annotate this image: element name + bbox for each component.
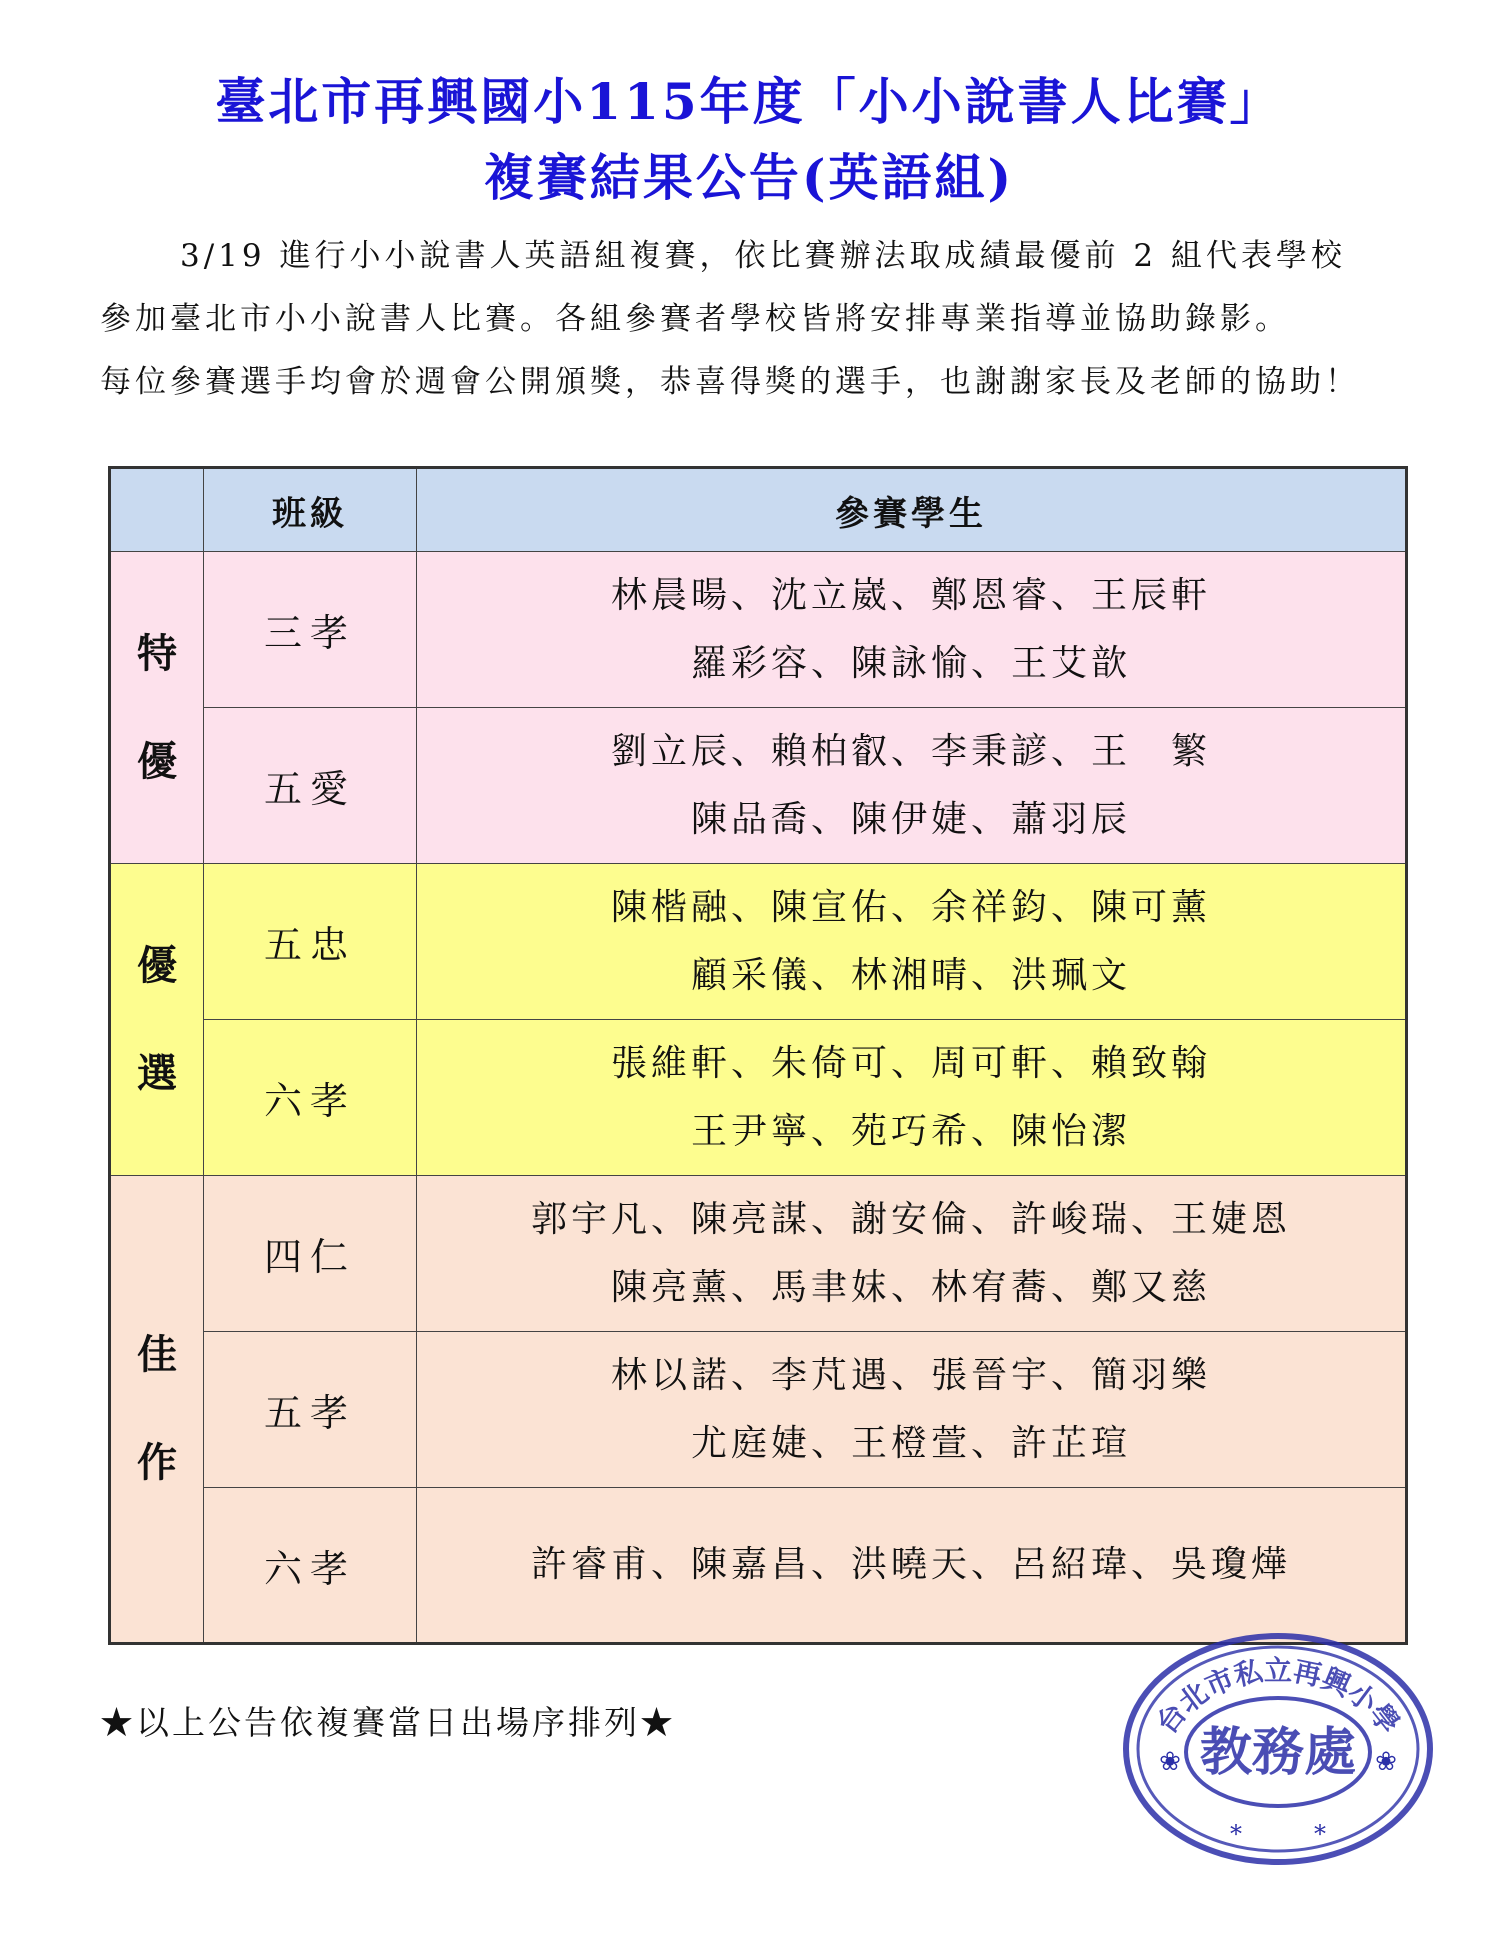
class-cell: 三孝 bbox=[204, 552, 417, 708]
intro-paragraph bbox=[100, 225, 1430, 414]
student-line: 羅彩容、陳詠愉、王艾歆 bbox=[690, 642, 1131, 684]
student-line: 張維軒、朱倚可、周可軒、賴致翰 bbox=[610, 1042, 1211, 1084]
student-line: 劉立辰、賴柏叡、李秉諺、王 繁 bbox=[610, 730, 1211, 772]
class-cell: 四仁 bbox=[204, 1176, 417, 1332]
table-row bbox=[110, 708, 1407, 864]
table-row bbox=[110, 1176, 1407, 1332]
students-cell bbox=[417, 708, 1407, 864]
class-cell: 五愛 bbox=[204, 708, 417, 864]
table-row bbox=[110, 1332, 1407, 1488]
award-char: 優 bbox=[137, 737, 177, 785]
footnote: ★以上公告依複賽當日出場序排列★ bbox=[100, 1703, 676, 1742]
title-line-1: 臺北市再興國小115年度「小小說書人比賽」 bbox=[215, 72, 1283, 131]
class-cell: 六孝 bbox=[204, 1020, 417, 1176]
school-seal-stamp bbox=[1118, 1628, 1438, 1870]
student-line: 許睿甫、陳嘉昌、洪曉天、呂紹瑋、吳瓊燁 bbox=[530, 1544, 1291, 1585]
header-award bbox=[110, 468, 204, 552]
table-header-row bbox=[110, 468, 1407, 552]
award-char: 佳 bbox=[137, 1331, 177, 1378]
student-line: 陳亮薰、馬聿妺、林宥蕎、鄭又慈 bbox=[610, 1266, 1211, 1308]
student-line: 陳楷融、陳宣佑、余祥鈞、陳可薰 bbox=[610, 886, 1211, 928]
intro-line-1: 3/19 進行小小說書人英語組複賽，依比賽辦法取成績最優前 2 組代表學校 bbox=[180, 238, 1346, 274]
table-row bbox=[110, 1020, 1407, 1176]
seal-center-text: 教務處 bbox=[1199, 1722, 1357, 1783]
class-cell: 六孝 bbox=[204, 1488, 417, 1644]
seal-asterisk-icon: * bbox=[1314, 1820, 1326, 1848]
seal-asterisk-icon: * bbox=[1230, 1820, 1242, 1848]
award-cell-group-3 bbox=[110, 1176, 204, 1644]
class-cell: 五忠 bbox=[204, 864, 417, 1020]
students-cell bbox=[417, 1020, 1407, 1176]
students-cell bbox=[417, 864, 1407, 1020]
header-students: 參賽學生 bbox=[417, 468, 1407, 552]
students-cell bbox=[417, 1488, 1407, 1644]
student-line: 王尹寧、苑巧希、陳怡潔 bbox=[690, 1110, 1131, 1152]
seal-ring-text: 台北市私立再興小學 bbox=[1149, 1654, 1407, 1740]
intro-line-3: 每位參賽選手均會於週會公開頒獎，恭喜得獎的選手，也謝謝家長及老師的協助！ bbox=[100, 364, 1360, 400]
intro-line-2: 參加臺北市小小說書人比賽。各組參賽者學校皆將安排專業指導並協助錄影。 bbox=[100, 301, 1290, 337]
student-line: 郭宇凡、陳亮謀、謝安倫、許峻瑞、王婕恩 bbox=[530, 1198, 1291, 1240]
table-row bbox=[110, 864, 1407, 1020]
results-table bbox=[108, 466, 1408, 1645]
table-row bbox=[110, 1488, 1407, 1644]
title-line-2: 複賽結果公告(英語組) bbox=[483, 148, 1015, 207]
student-line: 顧采儀、林湘晴、洪珮文 bbox=[690, 954, 1131, 996]
students-cell bbox=[417, 1332, 1407, 1488]
award-char: 選 bbox=[137, 1049, 177, 1097]
student-line: 尤庭婕、王橙萱、許芷瑄 bbox=[690, 1422, 1131, 1464]
student-line: 林以諾、李芃遇、張晉宇、簡羽樂 bbox=[610, 1354, 1211, 1396]
award-char: 優 bbox=[137, 941, 177, 989]
table-row bbox=[110, 552, 1407, 708]
award-cell-group-1 bbox=[110, 552, 204, 864]
award-char: 作 bbox=[137, 1439, 177, 1486]
class-cell: 五孝 bbox=[204, 1332, 417, 1488]
award-cell-group-2 bbox=[110, 864, 204, 1176]
student-line: 陳品喬、陳伊婕、蕭羽辰 bbox=[690, 798, 1131, 840]
students-cell bbox=[417, 1176, 1407, 1332]
student-line: 林晨暘、沈立崴、鄭恩睿、王辰軒 bbox=[610, 574, 1211, 616]
header-class: 班級 bbox=[204, 468, 417, 552]
students-cell bbox=[417, 552, 1407, 708]
seal-flower-icon: ❀ bbox=[1375, 1747, 1397, 1777]
award-char: 特 bbox=[137, 629, 177, 677]
seal-flower-icon: ❀ bbox=[1159, 1747, 1181, 1777]
